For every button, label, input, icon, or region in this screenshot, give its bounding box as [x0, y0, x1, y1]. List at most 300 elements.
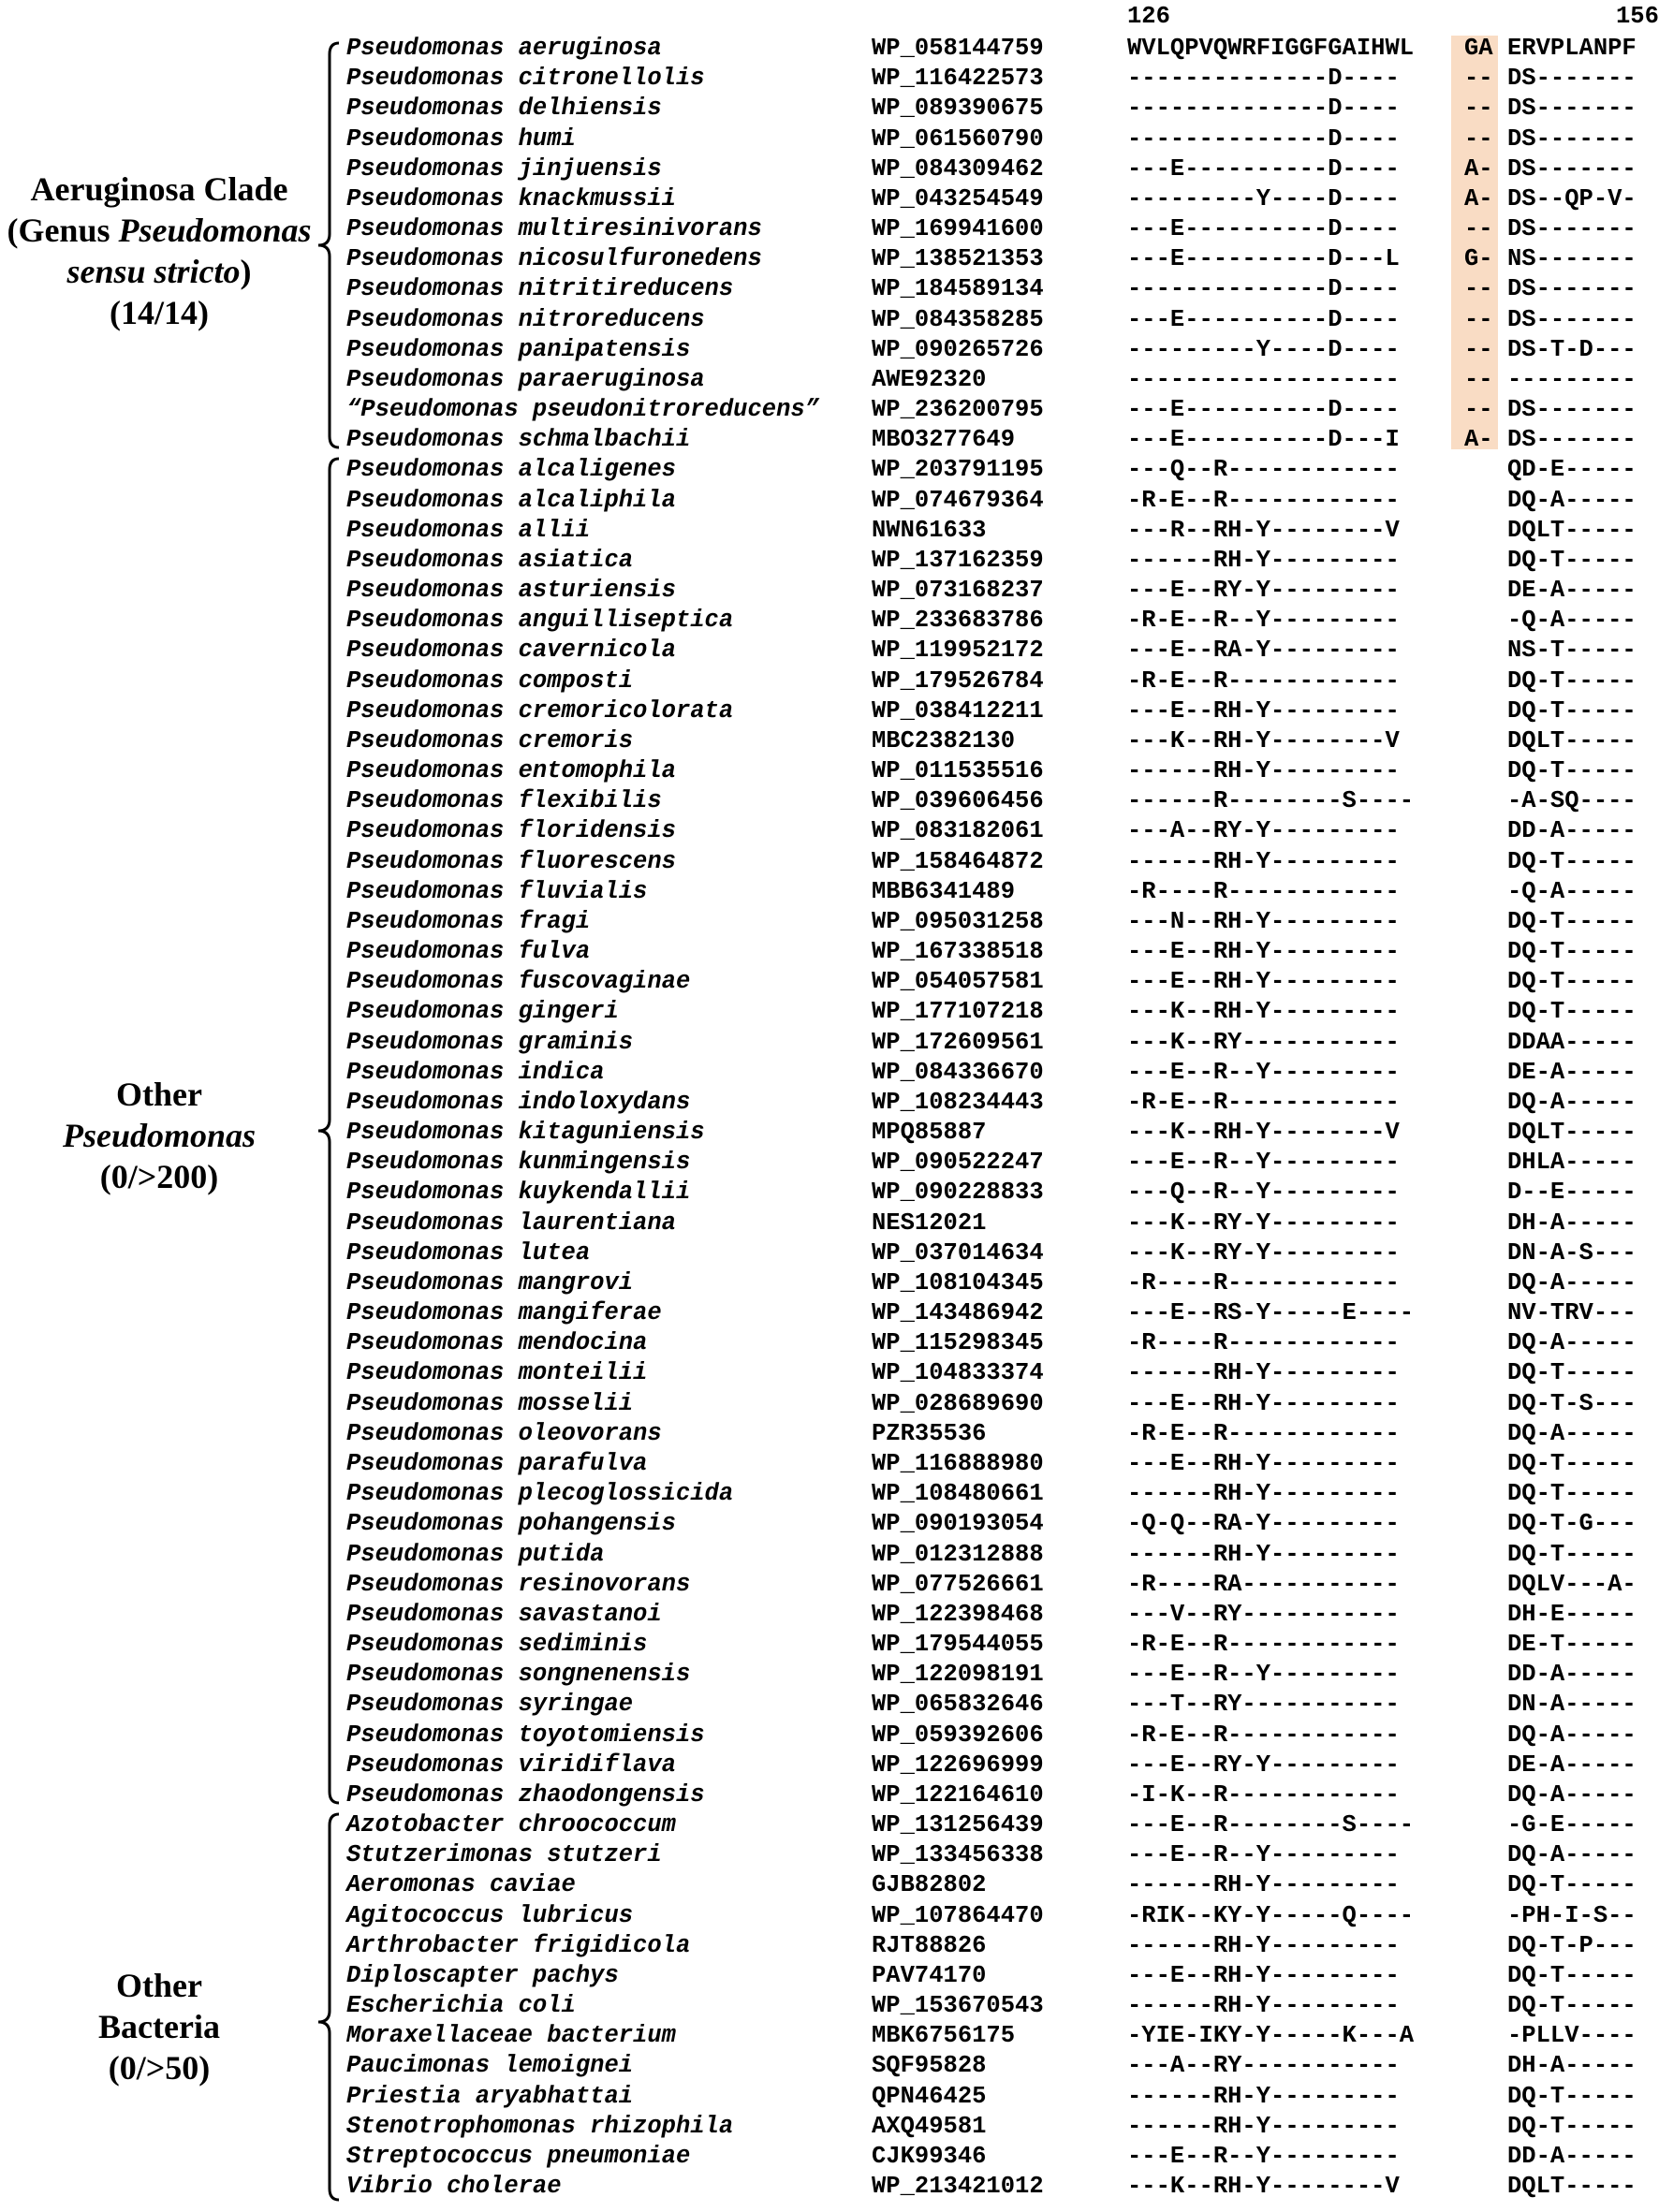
sequence-gap-region: --: [1464, 335, 1493, 363]
sequence-segment-2: DQ-T-----: [1507, 1871, 1637, 1899]
species-name: Pseudomonas kitaguniensis: [346, 1119, 705, 1147]
sequence-segment-2: DS-T-D---: [1507, 335, 1637, 363]
species-name: Pseudomonas schmalbachii: [346, 426, 691, 454]
accession-number: WP_137162359: [872, 546, 1044, 574]
alignment-row: [0, 877, 1659, 907]
sequence-segment-2: -PH-I-S--: [1507, 1901, 1637, 1929]
sequence-segment-1: ---E--RH-Y---------: [1127, 696, 1400, 725]
species-name: Pseudomonas monteilii: [346, 1359, 648, 1387]
sequence-segment-2: DD-A-----: [1507, 2142, 1637, 2170]
accession-number: WP_090265726: [872, 335, 1044, 363]
species-name: Pseudomonas savastanoi: [346, 1600, 662, 1628]
sequence-gap-region: --: [1464, 95, 1493, 123]
alignment-row: [0, 1298, 1659, 1328]
sequence-segment-1: --------------D----: [1127, 125, 1400, 153]
species-name: Pseudomonas allii: [346, 516, 591, 544]
accession-number: WP_090193054: [872, 1510, 1044, 1538]
group-subtitle-2: sensu stricto): [66, 253, 252, 290]
sequence-gap-region: A-: [1464, 426, 1493, 454]
alignment-row: [0, 335, 1659, 365]
species-name: Pseudomonas plecoglossicida: [346, 1480, 734, 1508]
alignment-row: [0, 1751, 1659, 1780]
sequence-segment-1: -R----R------------: [1127, 1329, 1400, 1357]
alignment-row: [0, 486, 1659, 516]
accession-number: WP_083182061: [872, 817, 1044, 845]
sequence-segment-2: DH-A-----: [1507, 1209, 1637, 1237]
species-name: Pseudomonas anguilliseptica: [346, 607, 734, 635]
accession-number: AXQ49581: [872, 2112, 987, 2140]
sequence-segment-2: DQ-T-----: [1507, 1992, 1637, 2020]
sequence-segment-2: DQLT-----: [1507, 2173, 1637, 2201]
sequence-segment-1: ---E--RH-Y---------: [1127, 1961, 1400, 1989]
alignment-row: [0, 1509, 1659, 1539]
alignment-row: [0, 2172, 1659, 2202]
alignment-row: [0, 1449, 1659, 1479]
sequence-segment-2: DQ-T-----: [1507, 1540, 1637, 1568]
sequence-segment-1: ------RH-Y---------: [1127, 2082, 1400, 2110]
species-name: Pseudomonas nitroreducens: [346, 305, 705, 333]
sequence-segment-2: ERVPLANPF: [1507, 35, 1637, 62]
sequence-segment-2: DQ-A-----: [1507, 1841, 1637, 1869]
alignment-row: [0, 214, 1659, 244]
species-name: Pseudomonas alcaliphila: [346, 486, 676, 514]
sequence-segment-2: DE-A-----: [1507, 577, 1637, 605]
group-count: (14/14): [110, 294, 209, 331]
accession-number: WP_038412211: [872, 696, 1044, 725]
species-name: Pseudomonas lutea: [346, 1238, 591, 1267]
species-name: Moraxellaceae bacterium: [346, 2022, 676, 2050]
species-name: Pseudomonas asiatica: [346, 546, 634, 574]
alignment-row: [0, 274, 1659, 304]
species-name: Pseudomonas laurentiana: [346, 1209, 676, 1237]
sequence-segment-2: DD-A-----: [1507, 1661, 1637, 1689]
sequence-segment-1: ---K--RY-----------: [1127, 1028, 1400, 1056]
position-start: 126: [1127, 3, 1170, 30]
accession-number: WP_122098191: [872, 1661, 1044, 1689]
sequence-segment-2: -PLLV----: [1507, 2022, 1637, 2050]
alignment-row: [0, 997, 1659, 1027]
species-name: Pseudomonas oleovorans: [346, 1419, 662, 1447]
sequence-gap-region: --: [1464, 65, 1493, 93]
alignment-row: [0, 1479, 1659, 1509]
alignment-row: [0, 2112, 1659, 2142]
accession-number: MBB6341489: [872, 877, 1016, 905]
species-name: Pseudomonas entomophila: [346, 757, 676, 785]
sequence-segment-1: ------RH-Y---------: [1127, 1871, 1400, 1899]
accession-number: WP_089390675: [872, 95, 1044, 123]
sequence-segment-2: DDAA-----: [1507, 1028, 1637, 1056]
accession-number: PAV74170: [872, 1961, 987, 1989]
species-name: Pseudomonas graminis: [346, 1028, 634, 1056]
sequence-segment-1: ---------Y----D----: [1127, 335, 1400, 363]
sequence-segment-1: ------RH-Y---------: [1127, 1359, 1400, 1387]
sequence-segment-1: ---K--RH-Y--------V: [1127, 1119, 1400, 1147]
sequence-gap-region: GA: [1464, 35, 1493, 62]
species-name: Pseudomonas jinjuensis: [346, 154, 662, 183]
sequence-segment-2: DQ-T-----: [1507, 757, 1637, 785]
accession-number: MBO3277649: [872, 426, 1016, 454]
alignment-row: [0, 64, 1659, 94]
sequence-segment-1: ---E--RS-Y-----E----: [1127, 1299, 1415, 1327]
alignment-row: [0, 154, 1659, 184]
accession-number: WP_213421012: [872, 2173, 1044, 2201]
alignment-row: [0, 756, 1659, 786]
sequence-segment-1: ------RH-Y---------: [1127, 1540, 1400, 1568]
sequence-segment-1: -R----RA-----------: [1127, 1570, 1400, 1598]
alignment-row: [0, 1178, 1659, 1208]
alignment-row: [0, 1721, 1659, 1751]
accession-number: WP_061560790: [872, 125, 1044, 153]
alignment-row: [0, 1991, 1659, 2021]
sequence-segment-2: DQ-T-S---: [1507, 1389, 1637, 1417]
species-name: Diploscapter pachys: [346, 1961, 619, 1989]
accession-number: WP_107864470: [872, 1901, 1044, 1929]
sequence-segment-2: DQ-A-----: [1507, 1419, 1637, 1447]
sequence-segment-2: DS-------: [1507, 426, 1637, 454]
sequence-segment-1: ---T--RY-----------: [1127, 1691, 1400, 1719]
accession-number: WP_104833374: [872, 1359, 1044, 1387]
group-genus: Pseudomonas: [62, 1117, 257, 1154]
sequence-segment-2: DQ-T-----: [1507, 1449, 1637, 1477]
species-name: Pseudomonas cavernicola: [346, 637, 676, 665]
group-subtitle: Bacteria: [98, 2008, 220, 2045]
sequence-segment-2: DQ-T-----: [1507, 667, 1637, 695]
position-end: 156: [1616, 3, 1659, 30]
sequence-segment-1: -R-E--R------------: [1127, 1631, 1400, 1658]
alignment-row: [0, 516, 1659, 546]
sequence-segment-1: -Q-Q--RA-Y---------: [1127, 1510, 1400, 1538]
sequence-segment-2: DH-A-----: [1507, 2052, 1637, 2080]
alignment-row: [0, 455, 1659, 485]
alignment-row: [0, 1961, 1659, 1991]
sequence-segment-1: ---E----------D---I: [1127, 426, 1400, 454]
alignment-row: [0, 1419, 1659, 1449]
sequence-gap-region: A-: [1464, 184, 1493, 212]
accession-number: WP_203791195: [872, 456, 1044, 484]
accession-number: WP_084336670: [872, 1058, 1044, 1086]
sequence-segment-1: ---K--RY-Y---------: [1127, 1238, 1400, 1267]
accession-number: WP_233683786: [872, 607, 1044, 635]
species-name: Pseudomonas sediminis: [346, 1631, 648, 1658]
alignment-row: [0, 907, 1659, 937]
sequence-segment-1: -R-E--R------------: [1127, 486, 1400, 514]
sequence-segment-2: DQLT-----: [1507, 726, 1637, 754]
species-name: Arthrobacter frigidicola: [346, 1931, 691, 1959]
sequence-segment-1: -R-E--R------------: [1127, 1721, 1400, 1749]
alignment-row: [0, 1570, 1659, 1600]
sequence-segment-1: ---E--R--Y---------: [1127, 1149, 1400, 1177]
sequence-segment-2: DQ-A-----: [1507, 1329, 1637, 1357]
sequence-segment-2: DS-------: [1507, 215, 1637, 243]
species-name: Pseudomonas mendocina: [346, 1329, 648, 1357]
alignment-row: [0, 1358, 1659, 1388]
accession-number: WP_122398468: [872, 1600, 1044, 1628]
sequence-gap-region: --: [1464, 396, 1493, 424]
sequence-segment-1: ---------Y----D----: [1127, 184, 1400, 212]
sequence-segment-1: -------------------: [1127, 365, 1400, 393]
alignment-row: [0, 1238, 1659, 1268]
accession-number: GJB82802: [872, 1871, 987, 1899]
sequence-segment-1: ---E--R--Y---------: [1127, 2142, 1400, 2170]
species-name: Pseudomonas toyotomiensis: [346, 1721, 705, 1749]
accession-number: NES12021: [872, 1209, 987, 1237]
accession-number: PZR35536: [872, 1419, 987, 1447]
accession-number: WP_116422573: [872, 65, 1044, 93]
sequence-segment-1: ---K--RY-Y---------: [1127, 1209, 1400, 1237]
species-name: Pseudomonas composti: [346, 667, 634, 695]
alignment-row: [0, 816, 1659, 846]
sequence-segment-2: NS-T-----: [1507, 637, 1637, 665]
sequence-segment-1: ---E--R--------S----: [1127, 1811, 1415, 1839]
alignment-row: [0, 1058, 1659, 1088]
accession-number: WP_153670543: [872, 1992, 1044, 2020]
sequence-segment-1: ---E--RA-Y---------: [1127, 637, 1400, 665]
sequence-segment-2: DN-A-S---: [1507, 1238, 1637, 1267]
alignment-row: [0, 1028, 1659, 1058]
accession-number: CJK99346: [872, 2142, 987, 2170]
accession-number: WP_108480661: [872, 1480, 1044, 1508]
species-name: Pseudomonas flexibilis: [346, 787, 662, 815]
sequence-segment-1: -R-E--R--Y---------: [1127, 607, 1400, 635]
alignment-row: [0, 546, 1659, 576]
alignment-row: [0, 1840, 1659, 1870]
sequence-segment-2: DS-------: [1507, 275, 1637, 303]
sequence-segment-1: ---K--RH-Y--------V: [1127, 726, 1400, 754]
accession-number: WP_095031258: [872, 907, 1044, 935]
species-name: Pseudomonas fluvialis: [346, 877, 648, 905]
accession-number: WP_054057581: [872, 968, 1044, 996]
sequence-segment-1: ---A--RY-Y---------: [1127, 817, 1400, 845]
sequence-segment-2: DHLA-----: [1507, 1149, 1637, 1177]
alignment-row: [0, 1268, 1659, 1298]
alignment-row: [0, 1901, 1659, 1931]
accession-number: WP_122164610: [872, 1780, 1044, 1809]
sequence-segment-1: ------RH-Y---------: [1127, 1931, 1400, 1959]
sequence-segment-1: ---Q--R--Y---------: [1127, 1179, 1400, 1207]
accession-number: WP_179526784: [872, 667, 1044, 695]
accession-number: RJT88826: [872, 1931, 987, 1959]
species-name: Pseudomonas delhiensis: [346, 95, 662, 123]
sequence-segment-2: DQ-A-----: [1507, 1780, 1637, 1809]
species-name: Pseudomonas zhaodongensis: [346, 1780, 705, 1809]
sequence-segment-1: ---E--R--Y---------: [1127, 1661, 1400, 1689]
alignment-row: [0, 696, 1659, 726]
alignment-row: [0, 2021, 1659, 2051]
sequence-segment-2: DE-T-----: [1507, 1631, 1637, 1658]
sequence-segment-2: NV-TRV---: [1507, 1299, 1637, 1327]
species-name: Azotobacter chroococcum: [346, 1811, 676, 1839]
species-name: Stutzerimonas stutzeri: [346, 1841, 662, 1869]
sequence-segment-1: ---K--RH-Y--------V: [1127, 2173, 1400, 2201]
sequence-segment-1: -R-E--R------------: [1127, 667, 1400, 695]
sequence-gap-region: G-: [1464, 245, 1493, 273]
alignment-row: [0, 606, 1659, 636]
accession-number: WP_119952172: [872, 637, 1044, 665]
sequence-segment-2: D--E-----: [1507, 1179, 1637, 1207]
species-name: Pseudomonas knackmussii: [346, 184, 676, 212]
accession-number: WP_167338518: [872, 938, 1044, 966]
accession-number: WP_177107218: [872, 998, 1044, 1026]
accession-number: WP_012312888: [872, 1540, 1044, 1568]
alignment-row: [0, 636, 1659, 666]
alignment-row: [0, 937, 1659, 967]
sequence-segment-1: ---R--RH-Y--------V: [1127, 516, 1400, 544]
accession-number: MBC2382130: [872, 726, 1016, 754]
species-name: Pseudomonas mosselii: [346, 1389, 634, 1417]
sequence-segment-2: DQ-T-----: [1507, 1359, 1637, 1387]
sequence-segment-2: DQ-A-----: [1507, 1088, 1637, 1116]
species-name: Pseudomonas pohangensis: [346, 1510, 676, 1538]
species-name: Pseudomonas nicosulfuronedens: [346, 245, 762, 273]
species-name: Pseudomonas paraeruginosa: [346, 365, 705, 393]
group-count: (0/>50): [108, 2049, 211, 2087]
species-name: Pseudomonas resinovorans: [346, 1570, 691, 1598]
species-name: Agitococcus lubricus: [346, 1901, 634, 1929]
species-name: Pseudomonas cremoris: [346, 726, 634, 754]
species-name: Streptococcus pneumoniae: [346, 2142, 691, 2170]
accession-number: WP_037014634: [872, 1238, 1044, 1267]
sequence-segment-2: DE-A-----: [1507, 1058, 1637, 1086]
alignment-row: [0, 365, 1659, 395]
sequence-segment-2: DS-------: [1507, 305, 1637, 333]
sequence-gap-region: A-: [1464, 154, 1493, 183]
alignment-row: [0, 94, 1659, 124]
accession-number: WP_184589134: [872, 275, 1044, 303]
species-name: Pseudomonas indica: [346, 1058, 605, 1086]
species-name: Pseudomonas fuscovaginae: [346, 968, 691, 996]
species-name: Pseudomonas parafulva: [346, 1449, 648, 1477]
alignment-row: [0, 305, 1659, 335]
sequence-segment-1: ------RH-Y---------: [1127, 546, 1400, 574]
accession-number: WP_115298345: [872, 1329, 1044, 1357]
alignment-row: [0, 1630, 1659, 1660]
species-name: Pseudomonas mangiferae: [346, 1299, 662, 1327]
sequence-segment-2: DQ-T-G---: [1507, 1510, 1637, 1538]
sequence-gap-region: --: [1464, 305, 1493, 333]
accession-number: WP_108234443: [872, 1088, 1044, 1116]
alignment-row: [0, 2142, 1659, 2172]
accession-number: WP_090522247: [872, 1149, 1044, 1177]
sequence-gap-region: --: [1464, 215, 1493, 243]
sequence-segment-2: DQ-T-----: [1507, 696, 1637, 725]
accession-number: WP_077526661: [872, 1570, 1044, 1598]
sequence-segment-1: ---A--RY-----------: [1127, 2052, 1400, 2080]
species-name: Pseudomonas panipatensis: [346, 335, 691, 363]
sequence-segment-2: -Q-A-----: [1507, 877, 1637, 905]
sequence-segment-1: ---E----------D----: [1127, 154, 1400, 183]
group-title: Other: [116, 1076, 202, 1113]
sequence-segment-1: -I-K--R------------: [1127, 1780, 1400, 1809]
alignment-row: [0, 786, 1659, 816]
sequence-segment-2: DQ-T-----: [1507, 1480, 1637, 1508]
accession-number: WP_116888980: [872, 1449, 1044, 1477]
sequence-segment-1: ---E----------D----: [1127, 396, 1400, 424]
sequence-segment-2: DH-E-----: [1507, 1600, 1637, 1628]
species-name: Pseudomonas asturiensis: [346, 577, 676, 605]
alignment-row: [0, 1780, 1659, 1810]
sequence-segment-1: -RIK--KY-Y-----Q----: [1127, 1901, 1415, 1929]
group-count: (0/>200): [99, 1158, 219, 1195]
accession-number: NWN61633: [872, 516, 987, 544]
accession-number: WP_074679364: [872, 486, 1044, 514]
accession-number: MBK6756175: [872, 2022, 1016, 2050]
alignment-row: [0, 184, 1659, 214]
species-name: Pseudomonas fragi: [346, 907, 591, 935]
sequence-segment-2: DS-------: [1507, 125, 1637, 153]
alignment-row: [0, 1148, 1659, 1178]
accession-number: SQF95828: [872, 2052, 987, 2080]
sequence-segment-1: ------RH-Y---------: [1127, 757, 1400, 785]
sequence-segment-1: ---E----------D----: [1127, 215, 1400, 243]
sequence-gap-region: --: [1464, 275, 1493, 303]
sequence-segment-1: ------RH-Y---------: [1127, 1992, 1400, 2020]
species-name: Pseudomonas nitritireducens: [346, 275, 734, 303]
alignment-row: [0, 1088, 1659, 1118]
group-title: Aeruginosa Clade: [30, 170, 288, 208]
alignment-row: [0, 1389, 1659, 1419]
sequence-segment-1: --------------D----: [1127, 95, 1400, 123]
sequence-segment-2: DQLV---A-: [1507, 1570, 1637, 1598]
group-subtitle: (Genus Pseudomonas: [7, 212, 312, 249]
group-title: Other: [116, 1967, 202, 2004]
sequence-segment-2: DQLT-----: [1507, 1119, 1637, 1147]
accession-number: WP_236200795: [872, 396, 1044, 424]
sequence-segment-1: ---E--RH-Y---------: [1127, 968, 1400, 996]
sequence-segment-1: ---E--RY-Y---------: [1127, 1751, 1400, 1779]
sequence-segment-1: ---E--R--Y---------: [1127, 1841, 1400, 1869]
sequence-segment-2: DQ-A-----: [1507, 486, 1637, 514]
accession-number: WP_179544055: [872, 1631, 1044, 1658]
sequence-segment-2: DS--QP-V-: [1507, 184, 1637, 212]
alignment-row: [0, 726, 1659, 756]
sequence-segment-2: ---------: [1507, 365, 1637, 393]
accession-number: WP_065832646: [872, 1691, 1044, 1719]
sequence-segment-2: DS-------: [1507, 95, 1637, 123]
sequence-segment-1: ---V--RY-----------: [1127, 1600, 1400, 1628]
alignment-row: [0, 2051, 1659, 2081]
sequence-segment-1: ---E--RY-Y---------: [1127, 577, 1400, 605]
alignment-row: [0, 1931, 1659, 1961]
accession-number: WP_084309462: [872, 154, 1044, 183]
alignment-row: [0, 1810, 1659, 1840]
sequence-segment-1: ---K--RH-Y---------: [1127, 998, 1400, 1026]
sequence-segment-2: DS-------: [1507, 65, 1637, 93]
alignment-row: [0, 125, 1659, 154]
alignment-row: [0, 1600, 1659, 1630]
sequence-segment-1: ---E----------D----: [1127, 305, 1400, 333]
sequence-segment-2: -A-SQ----: [1507, 787, 1637, 815]
accession-number: AWE92320: [872, 365, 987, 393]
accession-number: WP_172609561: [872, 1028, 1044, 1056]
sequence-segment-2: -G-E-----: [1507, 1811, 1637, 1839]
sequence-segment-2: DE-A-----: [1507, 1751, 1637, 1779]
accession-number: QPN46425: [872, 2082, 987, 2110]
accession-number: WP_090228833: [872, 1179, 1044, 1207]
species-name: Pseudomonas aeruginosa: [346, 35, 662, 62]
alignment-row: [0, 847, 1659, 877]
alignment-row: [0, 1690, 1659, 1720]
species-name: Pseudomonas fluorescens: [346, 847, 676, 875]
species-name: Stenotrophomonas rhizophila: [346, 2112, 734, 2140]
accession-number: WP_011535516: [872, 757, 1044, 785]
species-name: Pseudomonas mangrovi: [346, 1268, 634, 1296]
sequence-segment-1: ------RH-Y---------: [1127, 1480, 1400, 1508]
sequence-segment-1: -R----R------------: [1127, 1268, 1400, 1296]
alignment-row: [0, 1540, 1659, 1570]
accession-number: MPQ85887: [872, 1119, 987, 1147]
sequence-segment-2: DQ-T-----: [1507, 968, 1637, 996]
alignment-row: [0, 34, 1659, 64]
